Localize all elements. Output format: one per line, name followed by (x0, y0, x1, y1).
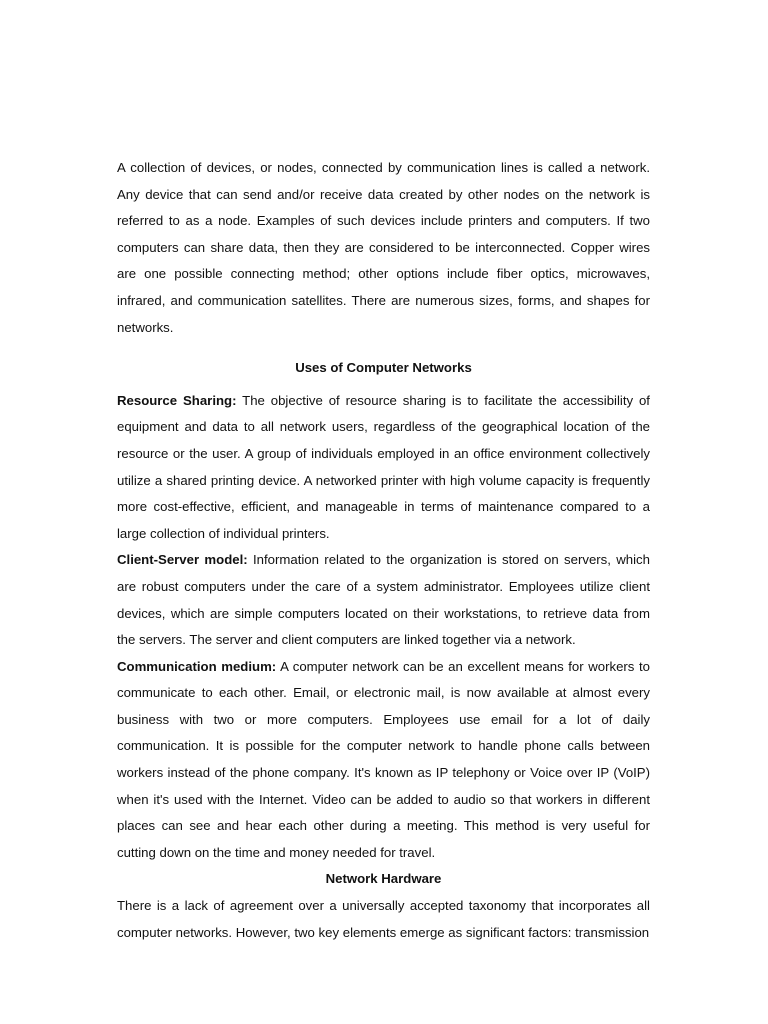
paragraph-hardware: There is a lack of agreement over a universally accepted taxonomy that incorporates all computer networks. However, two key elements emerge as significant factors: transmission (117, 898, 650, 940)
paragraph-client-server (117, 547, 650, 653)
text-communication-medium: A computer network can be an excellent means for workers to communicate to each other. Email, or electronic mail, is now available at almost every business with two or more computers. Employees use email for a lot of daily communication. It is possible for the computer network to handle phone calls between workers instead of the phone company. It's known as IP telephony or Voice over IP (VoIP) when it's used with the Internet. Video can be added to audio so that workers in different places can see and hear each other during a meeting. This method is very useful for cutting down on the time and money needed for travel. (117, 658, 650, 860)
term-client-server: Client-Server model: (117, 552, 248, 568)
section-heading-hardware: Network Hardware (325, 871, 442, 887)
section-heading-uses: Uses of Computer Networks (295, 360, 472, 376)
paragraph-resource-sharing (117, 388, 650, 548)
paragraph-communication-medium (117, 654, 650, 867)
text-resource-sharing: The objective of resource sharing is to facilitate the accessibility of equipment and data to all network users, regardless of the geographical location of the resource or the user. A group of individuals employed in an office environment collectively utilize a shared printing device. A networked printer with high volume capacity is frequently more cost-effective, efficient, and manageable in terms of maintenance compared to a large collection of individual printers. (117, 392, 650, 541)
document-page (117, 155, 650, 946)
text-client-server: Information related to the organization is stored on servers, which are robust computers under the care of a system administrator. Employees utilize client devices, which are simple computers located on their workstations, to retrieve data from the servers. The server and client computers are linked together via a network. (117, 552, 650, 648)
term-resource-sharing: Resource Sharing: (117, 392, 237, 408)
term-communication-medium: Communication medium: (117, 658, 277, 674)
intro-paragraph: A collection of devices, or nodes, connected by communication lines is called a network. Any device that can send and/or receive data created by other nodes on the network is referred to as a node. Examples of such devices include printers and computers. If two computers can share data, then they are considered to be interconnected. Copper wires are one possible connecting method; other options include fiber optics, microwaves, infrared, and communication satellites. There are numerous sizes, forms, and shapes for networks. (117, 160, 650, 335)
